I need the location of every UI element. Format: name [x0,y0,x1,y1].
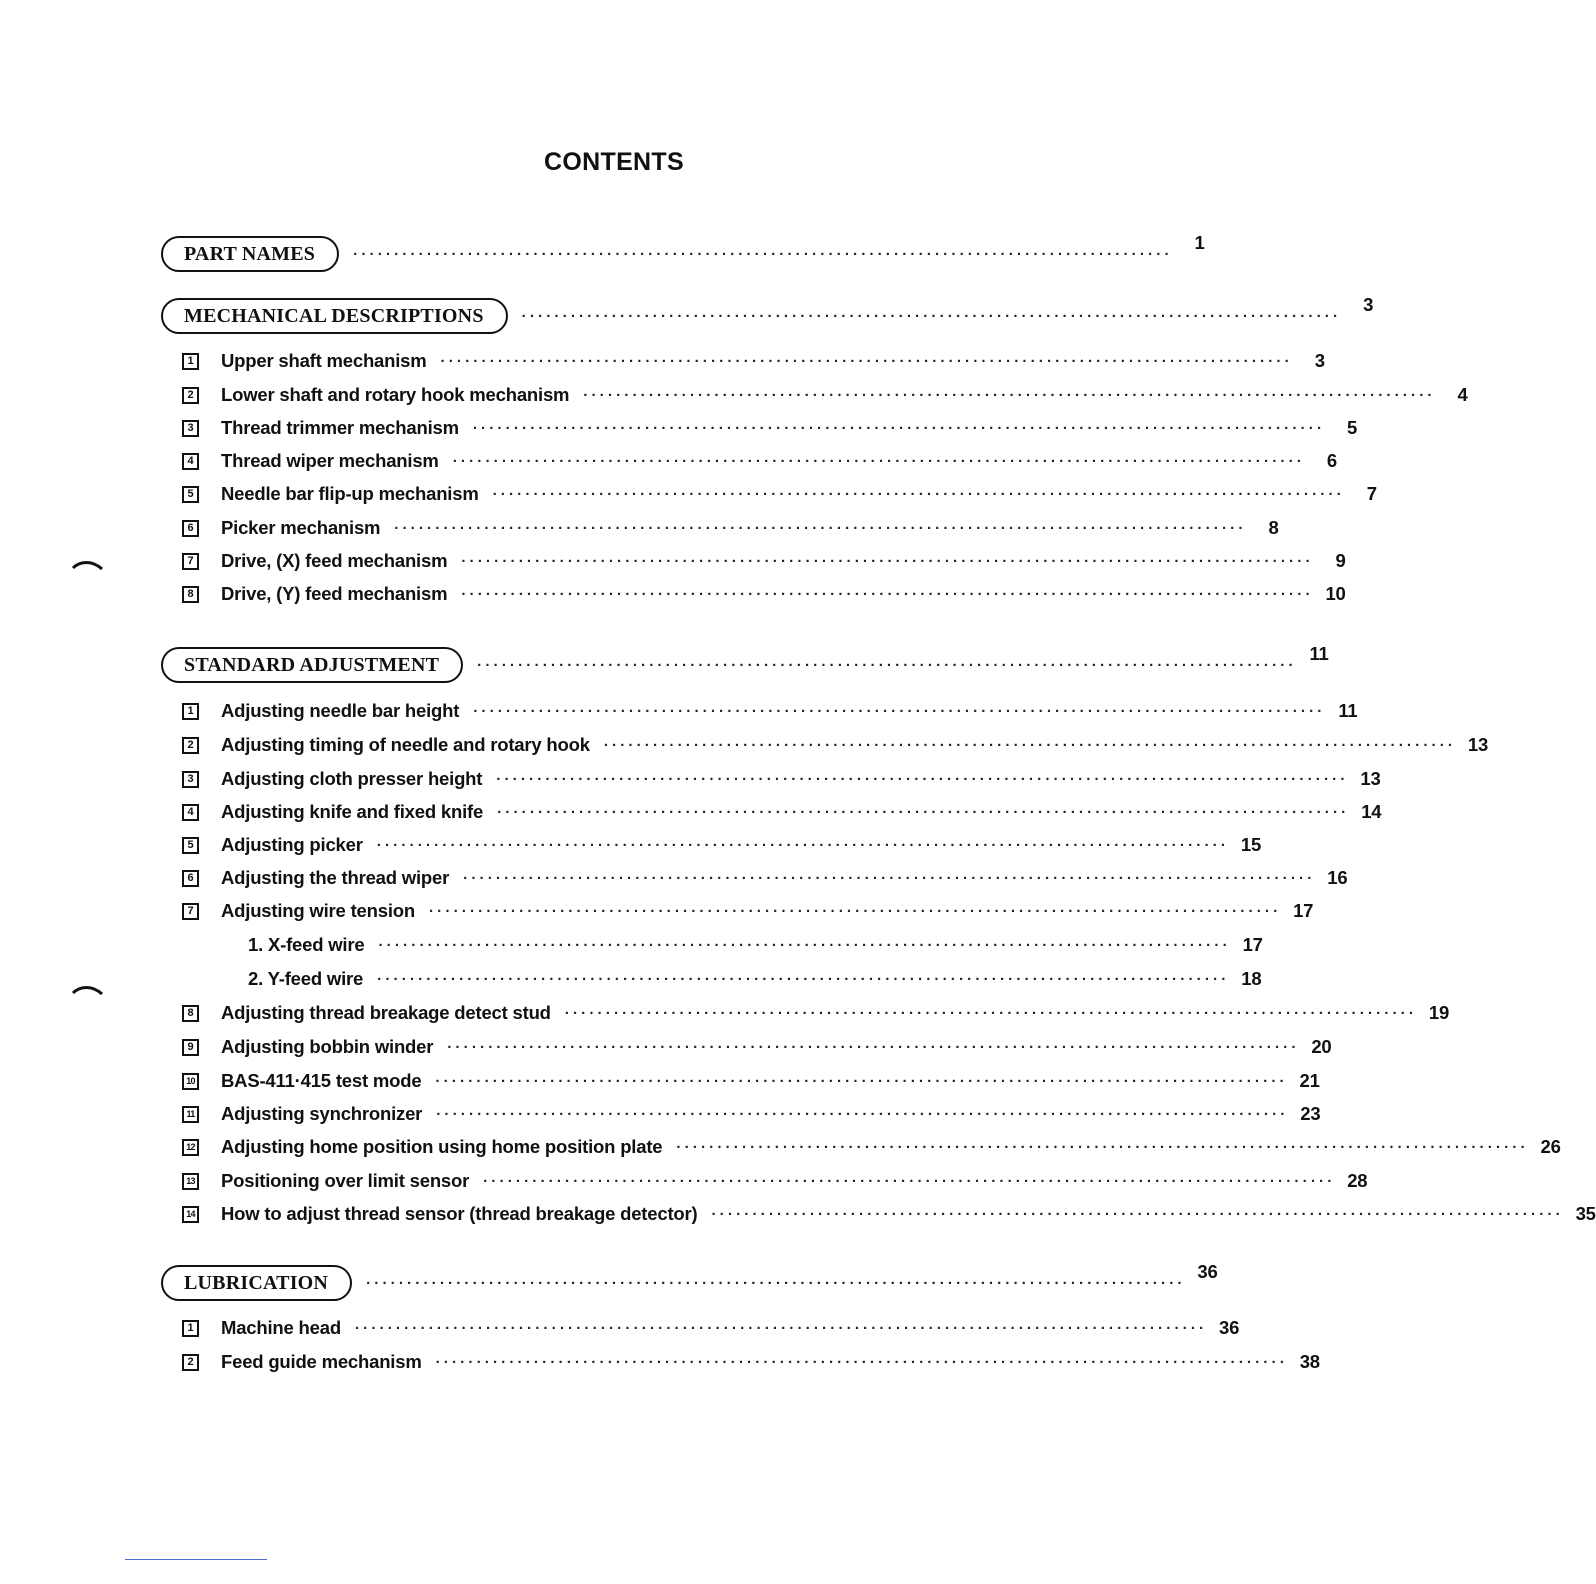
dot-leader: ········································································································ [676,1138,1529,1156]
dot-leader: ········································································································ [473,702,1326,720]
entry-label: Drive, (X) feed mechanism [221,550,448,571]
page-number: 14 [1361,801,1382,822]
entry-label: Adjusting wire tension [221,900,415,921]
page-number: 36 [1219,1317,1240,1338]
entry-label: BAS-411·415 test mode [221,1070,422,1091]
entry-label: Adjusting timing of needle and rotary hook [221,734,590,755]
toc-entry[interactable] [182,1347,1320,1377]
toc-entry[interactable] [182,730,1489,760]
toc-entry[interactable] [182,1199,1596,1229]
dot-leader: ········································································································ [603,736,1457,754]
dot-leader: ········································································································ [463,869,1316,887]
page-number: 1 [1194,232,1205,253]
number-box: 9 [182,1039,199,1056]
entry-label: Positioning over limit sensor [221,1170,470,1191]
section-heading: LUBRICATION [161,1265,352,1301]
number-box: 6 [182,520,199,537]
page-number: 7 [1366,483,1377,504]
page-number: 3 [1314,350,1325,371]
number-box: 2 [182,737,199,754]
page-number: 13 [1360,768,1381,789]
page-number: 8 [1268,517,1279,538]
entry-label: Picker mechanism [221,517,381,538]
entry-label: How to adjust thread sensor (thread breakage detector) [221,1203,698,1224]
page-number: 5 [1347,417,1358,438]
number-box: 8 [182,1005,199,1022]
page-number: 6 [1326,450,1337,471]
number-box: 2 [182,387,199,404]
toc-section-part-names[interactable] [161,232,1205,274]
toc-entry[interactable] [182,1066,1320,1096]
section-heading: PART NAMES [161,236,339,272]
toc-entry[interactable] [182,1099,1321,1129]
page-number: 28 [1347,1170,1368,1191]
number-box: 10 [182,1073,199,1090]
dot-leader: ········································································································ [496,770,1349,788]
number-box: 11 [182,1106,199,1123]
entry-label: Thread wiper mechanism [221,450,439,471]
page-number: 21 [1299,1070,1320,1091]
number-box: 5 [182,837,199,854]
page-number: 36 [1197,1261,1218,1282]
number-box: 7 [182,903,199,920]
entry-label: Lower shaft and rotary hook mechanism [221,384,570,405]
page-number: 16 [1327,867,1348,888]
entry-label: 2. Y-feed wire [248,968,364,989]
dot-leader: ········································································································ [472,419,1326,437]
toc-section-standard-adjustment[interactable] [161,643,1329,685]
page-number: 3 [1363,294,1374,315]
page-number: 38 [1299,1351,1320,1372]
number-box: 2 [182,1354,199,1371]
page-number: 26 [1540,1136,1561,1157]
entry-label: Adjusting cloth presser height [221,768,483,789]
dot-leader: ········································································································ [564,1004,1418,1022]
dot-leader: ········································································································ [461,552,1314,570]
dot-leader: ········································································································ [435,1353,1288,1371]
dot-leader: ········································································································ [447,1038,1300,1056]
page-number: 35 [1575,1203,1596,1224]
number-box: 12 [182,1139,199,1156]
page-number: 18 [1241,968,1262,989]
entry-label: Adjusting the thread wiper [221,867,450,888]
dot-leader: ···································································································· [353,245,1173,263]
entry-label: Upper shaft mechanism [221,350,427,371]
number-box: 5 [182,486,199,503]
number-box: 3 [182,771,199,788]
toc-entry[interactable] [182,764,1381,794]
dot-leader: ········································································································ [440,352,1293,370]
entry-label: Adjusting thread breakage detect stud [221,1002,551,1023]
toc-entry[interactable] [182,380,1468,410]
toc-entry[interactable] [182,346,1325,376]
toc-entry[interactable] [182,513,1279,543]
page-number: 4 [1457,384,1468,405]
toc-entry[interactable] [182,797,1382,827]
entry-label: Adjusting bobbin winder [221,1036,434,1057]
scan-mark-icon [72,560,104,570]
page-number: 11 [1309,643,1329,664]
footer-rule [125,1559,267,1560]
dot-leader: ········································································································ [461,585,1314,603]
dot-leader: ········································································································ [497,803,1350,821]
dot-leader: ········································································································ [583,386,1436,404]
toc-section-lubrication[interactable] [161,1261,1218,1303]
dot-leader: ···································································································· [477,656,1297,674]
section-heading: MECHANICAL DESCRIPTIONS [161,298,508,334]
toc-entry[interactable] [182,579,1346,609]
dot-leader: ········································································································ [428,902,1282,920]
entry-label: Adjusting needle bar height [221,700,460,721]
entry-label: Feed guide mechanism [221,1351,422,1372]
number-box: 1 [182,1320,199,1337]
number-box: 7 [182,553,199,570]
entry-label: Adjusting synchronizer [221,1103,423,1124]
number-box: 4 [182,804,199,821]
toc-entry[interactable] [182,1032,1332,1062]
dot-leader: ········································································································ [378,936,1231,954]
page-number: 15 [1240,834,1262,855]
toc-subentry[interactable] [248,964,1262,994]
toc-entry[interactable] [182,1166,1368,1196]
toc-entry[interactable] [182,896,1314,926]
toc-entry[interactable] [182,696,1358,726]
entry-label: Needle bar flip-up mechanism [221,483,479,504]
toc-entry[interactable] [182,446,1337,476]
page-number: 23 [1300,1103,1321,1124]
number-box: 14 [182,1206,199,1223]
page-number: 9 [1335,550,1346,571]
number-box: 1 [182,703,199,720]
toc-entry[interactable] [182,863,1348,893]
entry-label: Adjusting picker [221,834,363,855]
dot-leader: ········································································································ [376,836,1230,854]
dot-leader: ········································································································ [492,485,1345,503]
entry-label: Drive, (Y) feed mechanism [221,583,448,604]
entry-label: Adjusting home position using home position plate [221,1136,663,1157]
toc-entry[interactable] [182,830,1262,860]
toc-section-mechanical-descriptions[interactable] [161,294,1374,336]
dot-leader: ···································································································· [366,1274,1186,1292]
section-heading: STANDARD ADJUSTMENT [161,647,463,683]
dot-leader: ········································································································ [354,1319,1208,1337]
number-box: 6 [182,870,199,887]
page-number: 11 [1338,700,1358,721]
toc-entry[interactable] [182,1313,1240,1343]
page-number: 17 [1293,900,1314,921]
number-box: 3 [182,420,199,437]
entry-label: Adjusting knife and fixed knife [221,801,484,822]
entry-label: 1. X-feed wire [248,934,365,955]
number-box: 8 [182,586,199,603]
dot-leader: ········································································································ [435,1072,1288,1090]
dot-leader: ········································································································ [711,1205,1564,1223]
page-title: CONTENTS [544,148,684,176]
dot-leader: ········································································································ [377,970,1230,988]
number-box: 4 [182,453,199,470]
toc-entry[interactable] [182,546,1346,576]
number-box: 13 [182,1173,199,1190]
page-number: 19 [1428,1002,1450,1023]
number-box: 1 [182,353,199,370]
page-number: 13 [1467,734,1489,755]
entry-label: Thread trimmer mechanism [221,417,459,438]
toc-entry[interactable] [182,479,1377,509]
toc-subentry[interactable] [248,930,1263,960]
dot-leader: ···································································································· [521,307,1342,325]
toc-entry[interactable] [182,413,1358,443]
dot-leader: ········································································································ [483,1172,1336,1190]
page-number: 17 [1242,934,1263,955]
dot-leader: ········································································································ [394,519,1247,537]
toc-entry[interactable] [182,998,1450,1028]
scan-mark-icon [72,985,104,995]
dot-leader: ········································································································ [452,452,1305,470]
page-number: 10 [1325,583,1346,604]
entry-label: Machine head [221,1317,341,1338]
page-number: 20 [1311,1036,1332,1057]
toc-entry[interactable] [182,1132,1561,1162]
dot-leader: ········································································································ [436,1105,1289,1123]
